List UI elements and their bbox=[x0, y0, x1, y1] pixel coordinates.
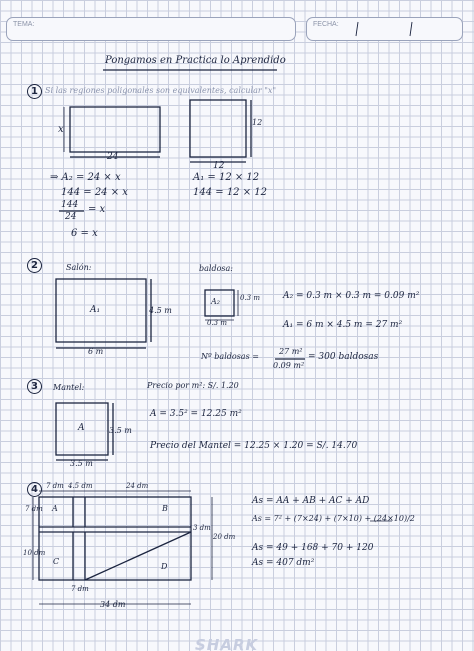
ex3-price-eq: Precio del Mantel = 12.25 × 1.20 = S/. 14.70 bbox=[150, 441, 358, 451]
ex3-area-eq: A = 3.5² = 12.25 m² bbox=[150, 409, 242, 419]
ex4-eq1: As = AA + AB + AC + AD bbox=[252, 496, 370, 506]
ex4-eq2: As = 7² + (7×24) + (7×10) + (24×10)/2 bbox=[252, 514, 415, 523]
ex1-left-eq4: 6 = x bbox=[71, 228, 98, 239]
exercise-4-number: 4 bbox=[27, 482, 42, 497]
ex4-region-c: C bbox=[53, 557, 60, 566]
ex1-square-side: 12 bbox=[252, 118, 263, 127]
ex4-region-b: B bbox=[162, 504, 168, 513]
ex4-bottom-total-dim: 34 dm bbox=[100, 600, 126, 609]
ex3-side: 3.5 m bbox=[109, 426, 132, 435]
ex4-top-left-dim: 7 dm bbox=[46, 482, 64, 490]
exercise-1-number: 1 bbox=[27, 84, 42, 99]
exercise-2-number: 2 bbox=[27, 258, 42, 273]
ex2-count-num: 27 m² bbox=[279, 347, 303, 356]
ex2-tile-bottom: 0.3 m bbox=[207, 319, 227, 327]
ex2-count-rhs: = 300 baldosas bbox=[308, 352, 379, 362]
ex2-salon-label: Salón: bbox=[66, 263, 92, 272]
ex1-square-bottom: 12 bbox=[213, 161, 225, 171]
ex4-bottom-small-dim: 7 dm bbox=[71, 585, 89, 593]
ex2-room-area: A₁ bbox=[90, 305, 101, 315]
ex4-eq3: As = 49 + 168 + 70 + 120 bbox=[252, 543, 374, 553]
ex4-top-mid-dim: 4.5 dm bbox=[68, 482, 93, 490]
ex1-right-eq2: 144 = 12 × 12 bbox=[193, 187, 268, 198]
ex2-room-width: 6 m bbox=[88, 347, 104, 356]
ex4-left-bottom-dim: 10 dm bbox=[23, 549, 46, 557]
ex2-tile-area: A₂ bbox=[211, 297, 220, 306]
ex1-left-eq1: ⇒ A₂ = 24 × x bbox=[50, 172, 121, 183]
ex4-top-right-dim: 24 dm bbox=[126, 482, 149, 490]
ex1-rect-side: x bbox=[58, 124, 64, 135]
ex2-room-height: 4.5 m bbox=[149, 306, 172, 315]
ex1-right-eq1: A₁ = 12 × 12 bbox=[193, 172, 260, 183]
ex4-region-d: D bbox=[161, 562, 168, 571]
ex3-mantel-label: Mantel: bbox=[53, 383, 85, 392]
ex2-eq2: A₁ = 6 m × 4.5 m = 27 m² bbox=[283, 320, 403, 330]
ex1-instruction: Si las regiones poligonales son equivalentes, calcular "x" bbox=[45, 86, 277, 95]
page-title: Pongamos en Practica lo Aprendido bbox=[105, 55, 286, 66]
ex4-region-a: A bbox=[52, 504, 58, 513]
ex2-tile-side: 0.3 m bbox=[240, 294, 260, 302]
ex1-frac-num: 144 bbox=[61, 200, 79, 210]
ex1-left-eq2: 144 = 24 × x bbox=[61, 187, 128, 198]
ex4-right-small-dim: 3 dm bbox=[193, 524, 211, 532]
ex2-eq1: A₂ = 0.3 m × 0.3 m = 0.09 m² bbox=[283, 291, 420, 301]
ex4-left-top-dim: 7 dm bbox=[25, 505, 43, 513]
ex4-eq4: As = 407 dm² bbox=[252, 558, 315, 568]
exercise-3-number: 3 bbox=[27, 379, 42, 394]
ex3-price-label: Precio por m²: S/. 1.20 bbox=[147, 381, 239, 390]
ex4-right-total-dim: 20 dm bbox=[213, 533, 236, 541]
ex1-frac-den: 24 bbox=[65, 212, 77, 222]
tema-label: TEMA: bbox=[13, 21, 35, 28]
ex2-count-lhs: Nº baldosas = bbox=[201, 352, 259, 361]
ex1-rect-bottom: 24 bbox=[107, 152, 119, 162]
ex2-baldosa-label: baldosa: bbox=[199, 264, 233, 273]
fecha-label: FECHA: bbox=[313, 21, 339, 28]
ex1-frac-rhs: = x bbox=[88, 204, 106, 215]
ex3-bottom: 3.5 m bbox=[70, 459, 93, 468]
shark-logo: SHARK bbox=[195, 636, 259, 651]
ex2-count-den: 0.09 m² bbox=[273, 361, 305, 370]
ex3-area-label: A bbox=[78, 423, 85, 433]
